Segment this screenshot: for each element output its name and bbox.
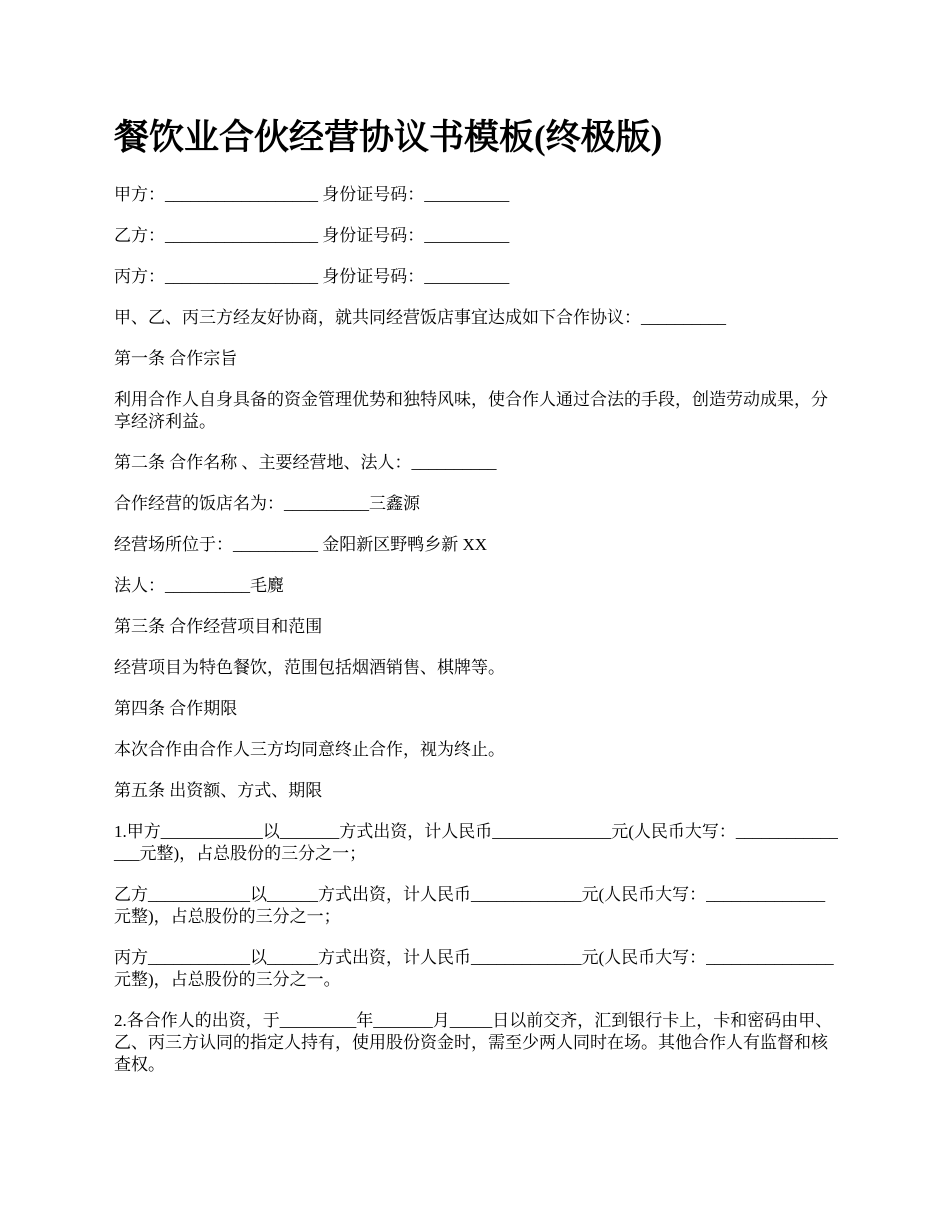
agreement-intro: 甲、乙、丙三方经友好协商，就共同经营饭店事宜达成如下合作协议：__________ [114,308,726,327]
document-title: 餐饮业合伙经营协议书模板(终极版) [114,118,663,157]
party-b-line: 乙方：__________________ 身份证号码：__________ [114,226,510,245]
location-line: 经营场所位于：__________ 金阳新区野鸭乡新 XX [114,535,488,554]
article-3-heading: 第三条 合作经营项目和范围 [114,617,323,636]
investment-party-b: 乙方____________以______方式出资，计人民币_____________元(人民币大写：______________元整)，占总股份的三分之一； [114,885,826,926]
investment-party-a: 1.甲方____________以_______方式出资，计人民币______________元(人民币大写：_______________元整)，占总股份的三分之一； [114,822,838,863]
restaurant-name-line: 合作经营的饭店名为：__________三鑫源 [114,494,420,513]
article-1-body: 利用合作人自身具备的资金管理优势和独特风味，使合作人通过合法的手段，创造劳动成果，分享经济利益。 [114,390,828,431]
article-2-heading: 第二条 合作名称 、主要经营地、法人：__________ [114,453,497,472]
legal-person-line: 法人：__________毛麑 [114,576,284,595]
article-4-body: 本次合作由合作人三方均同意终止合作，视为终止。 [114,740,505,759]
investment-party-c: 丙方____________以______方式出资，计人民币_____________元(人民币大写：_______________元整)，占总股份的三分之一。 [114,948,834,989]
article-5-heading: 第五条 出资额、方式、期限 [114,781,323,800]
party-a-line: 甲方：__________________ 身份证号码：__________ [114,185,510,204]
document-page [114,110,838,1076]
investment-deadline: 2.各合作人的出资，于_________年_______月_____日以前交齐，汇到银行卡上，卡和密码由甲、乙、丙三方认同的指定人持有，使用股份资金时，需至少两人同时在场。其他合作人有监督和核查权。 [114,1011,833,1074]
article-1-heading: 第一条 合作宗旨 [114,349,238,368]
article-3-body: 经营项目为特色餐饮，范围包括烟酒销售、棋牌等。 [114,658,505,677]
party-c-line: 丙方：__________________ 身份证号码：__________ [114,267,510,286]
article-4-heading: 第四条 合作期限 [114,699,238,718]
